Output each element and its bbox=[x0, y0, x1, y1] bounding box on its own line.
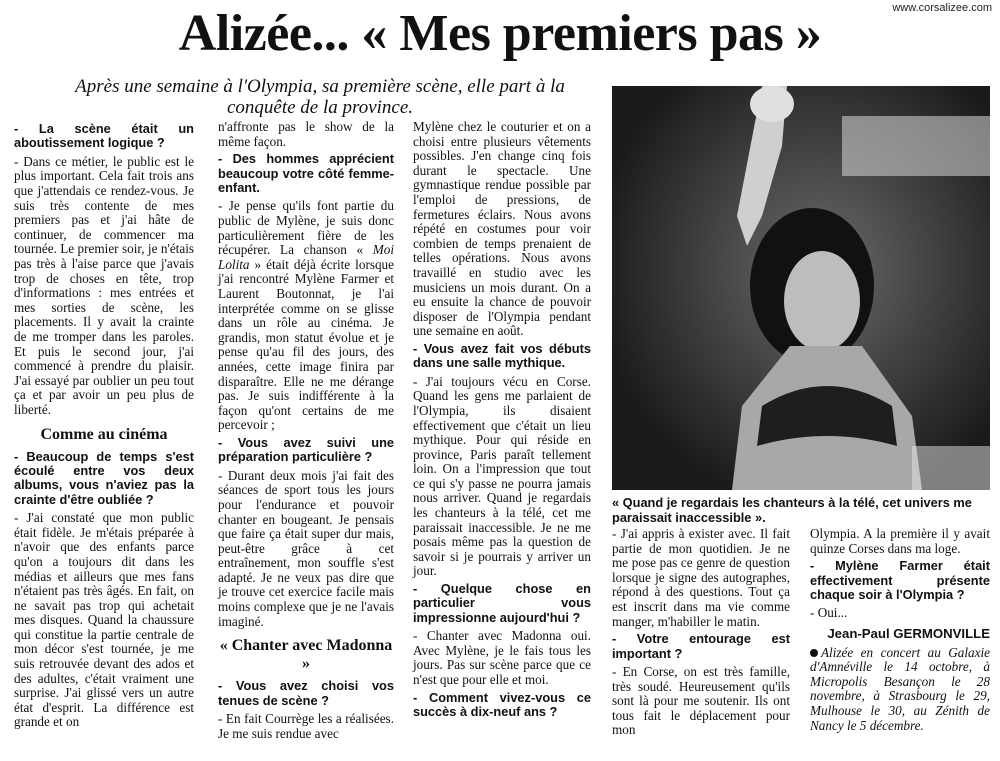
answer-paragraph: - J'ai constaté que mon public était fidèle. Je m'étais préparée à n'avoir que des enfants parce qu'on a toujours dit dans les médias et ailleurs que mes fans n'étaient pas très âgés. En fait, on ne savait pas trop qui achetait mes disques. Quand la chaussure qui constitue la partie centrale de mon décor s'est tournée, je me suis retrouvée devant des ados et des adultes, c'était vraiment une surprise. J'ai glissé vers un autre état d'esprit. La différence est grande et on bbox=[14, 510, 194, 730]
author-signature: Jean-Paul GERMONVILLE bbox=[827, 626, 990, 641]
site-watermark: www.corsalizee.com bbox=[892, 2, 992, 14]
column-3 bbox=[413, 120, 591, 723]
article-title: Alizée... « Mes premiers pas » bbox=[178, 5, 822, 62]
question: - Mylène Farmer était effectivement présente chaque soir à l'Olympia ? bbox=[810, 558, 990, 602]
answer-paragraph: - Dans ce métier, le public est le plus important. Cela fait trois ans que j'attendais ce rendez-vous. Je suis très contente de mes premiers pas et j'ai hâte de continuer, de commencer ma tournée. Le premier soir, je n'étais pas très à l'aise parce que j'avais trop de choses en tête, trop d'informations : mes entrées et mes sorties de scène, les placements. Il y avait la crainte de me tromper dans les paroles. Et puis le second jour, j'ai commencé à prendre du plaisir. J'ai essayé par oublier un peu tout ça et par avoir un peu plus de liberté. bbox=[14, 153, 194, 417]
concert-dates bbox=[810, 646, 990, 734]
question: - Des hommes apprécient beaucoup votre côté femme-enfant. bbox=[218, 151, 394, 195]
answer-text: » était déjà écrite lorsque j'ai rencontré Mylène Farmer et Laurent Boutonnat, je l'ai interprétée comme on se glisse dans un rôle au cinéma. Je grandis, mon statut évolue et je pense qu'au fil des jours, des années, cette image finira par disparaître. Elle ne me dérange pas. Je suis indifférente à la façon qu'ont certains de me percevoir ; bbox=[218, 256, 395, 433]
section-heading: Comme au cinéma bbox=[40, 425, 168, 443]
column-1 bbox=[14, 120, 194, 733]
question: - La scène était un aboutissement logique ? bbox=[14, 121, 194, 151]
answer-text: - Je pense qu'ils font partie du public de Mylène, je suis donc particulièrement fière de les récupérer. La chanson « bbox=[218, 198, 394, 258]
answer-paragraph bbox=[218, 199, 394, 433]
photo-caption: « Quand je regardais les chanteurs à la télé, cet univers me paraissait inaccessible ». bbox=[612, 495, 972, 525]
column-5 bbox=[810, 527, 990, 736]
question: - Vous avez suivi une préparation particulière ? bbox=[218, 434, 394, 465]
question: - Vous avez fait vos débuts dans une salle mythique. bbox=[413, 340, 591, 371]
column-2 bbox=[218, 120, 394, 744]
answer-paragraph: - J'ai appris à exister avec. Il fait partie de mon quotidien. Je ne me pose pas ce genre de question lorsque je signe des autographes, répond à des questions. Tout ça est inscrit dans ma vie comme manger, m'habiller le matin. bbox=[612, 526, 790, 629]
question: - Beaucoup de temps s'est écoulé entre vos deux albums, vous n'aviez pas la crainte d'être oubliée ? bbox=[14, 448, 194, 507]
column-4 bbox=[612, 527, 790, 741]
bullet-icon bbox=[810, 649, 818, 657]
answer-paragraph: Olympia. A la première il y avait quinze Corses dans ma loge. bbox=[810, 526, 990, 556]
concert-photo bbox=[612, 86, 990, 490]
answer-paragraph: - Chanter avec Madonna oui. Avec Mylène, je le fais tous les jours. Pas sur scène parce que ce n'est que pour elle et moi. bbox=[413, 628, 591, 688]
question: - Comment vivez-vous ce succès à dix-neuf ans ? bbox=[413, 689, 591, 720]
answer-paragraph: - En Corse, on est très famille, très soudé. Heureusement qu'ils sont là pour me soutenir. Ils ont tous fait le déplacement pour mon bbox=[612, 663, 790, 738]
answer-paragraph: Mylène chez le couturier et on a choisi entre plusieurs vêtements possibles. J'en change cinq fois durant le spectacle. Une gymnastique rendue possible par l'emploi de pressions, de fermetures éclairs. Nous avons répété en costumes pour voir combien de temps prenaient de telles opérations. Nous avons travaillé en studio avec les musiciens un mois durant. On a eu ensuite la chance de pouvoir disposer de l'Olympia pendant une semaine en août. bbox=[413, 119, 591, 339]
question: - Votre entourage est important ? bbox=[612, 631, 790, 661]
section-heading: « Chanter avec Madonna » bbox=[219, 637, 393, 673]
answer-paragraph: n'affronte pas le show de la même façon. bbox=[218, 119, 394, 149]
answer-paragraph: - Durant deux mois j'ai fait des séances de sport tous les jours pour l'endurance et pouvoir chanter en bougeant. Je pensais que faire ça était super dur mais, peut-être grâce à cet entraînement, mon souffle s'est adapté. Je ne veux pas dire que je trouve cet exercice facile mais moins complexe que je ne l'avais imaginé. bbox=[218, 467, 394, 629]
performer-silhouette-image bbox=[612, 86, 990, 490]
article-subtitle: Après une semaine à l'Olympia, sa première scène, elle part à la conquête de la province. bbox=[75, 76, 565, 118]
answer-paragraph: - J'ai toujours vécu en Corse. Quand les gens me parlaient de l'Olympia, ils disaient effectivement que c'était un lieu mythique. Pour qui réside en province, Paris paraît tellement loin. On a l'impression que tout ce qui s'y passe ne pourra jamais nous arriver. Quand je regardais les chanteurs à la télé, cet me paraissait inaccessible. Je ne me posais même pas la question de savoir si je pourrais y arriver un jour. bbox=[413, 373, 591, 579]
answer-paragraph: - Oui... bbox=[810, 605, 848, 621]
song-title: Moi Lolita bbox=[218, 242, 394, 272]
question: - Quelque chose en particulier vous impressionne aujourd'hui ? bbox=[413, 581, 591, 625]
concert-dates-text: Alizée en concert au Galaxie d'Amnéville le 14 octobre, à Micropolis Besançon le 28 novembre, à Strasbourg le 29, Mulhouse le 30, au Zénith de Nancy le 5 décembre. bbox=[810, 644, 990, 733]
answer-paragraph: - En fait Courrège les a réalisées. Je me suis rendue avec bbox=[218, 711, 394, 741]
question: - Vous avez choisi vos tenues de scène ? bbox=[218, 678, 394, 708]
